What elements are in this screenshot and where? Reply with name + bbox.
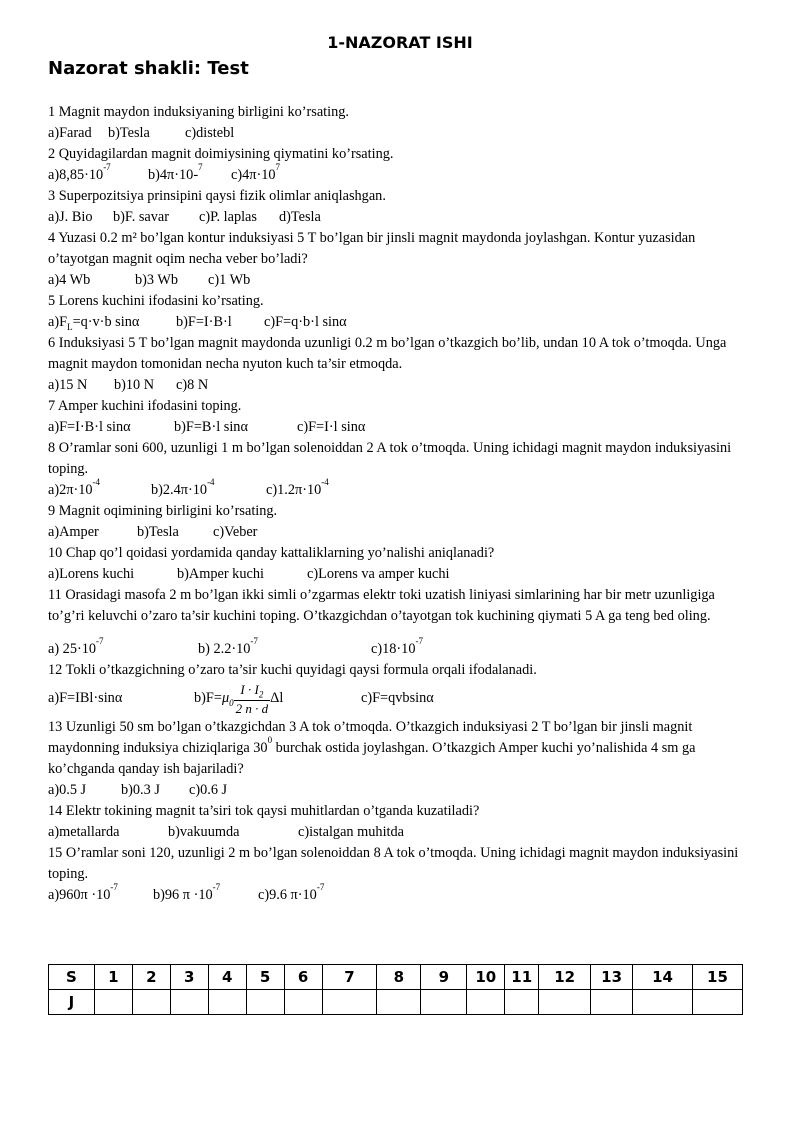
option-c: c)1 Wb: [208, 272, 251, 288]
question-4: 4 Yuzasi 0.2 m² bo’lgan kontur induksiyasi 5 T bo’lgan bir jinsli magnit maydonda joylashgan. Kontur yuzasidan o’tayotgan magnit oqim necha veber bo’ladi?: [48, 230, 696, 267]
answer-cell[interactable]: [208, 990, 246, 1015]
option-a: $a)F_L=q\cdot v\cdot b$ sinα: [48, 314, 140, 332]
option-a: $a)960\pi \cdot 10^{-7}$: [48, 882, 118, 903]
option-c: c)distebl: [185, 125, 235, 141]
option-b: b)Tesla: [137, 524, 179, 540]
option-b: b)96 $\pi \cdot 10^{-7}$: [153, 882, 221, 903]
option-b: b)0.3 J: [121, 782, 160, 798]
question-10: 10 Chap qo’l qoidasi yordamida qanday kattaliklarning yo’nalishi aniqlanadi?: [48, 545, 495, 561]
column-header: 9: [421, 965, 467, 990]
option-b: b)4π·10-$^7$: [148, 162, 203, 183]
answer-cell[interactable]: [377, 990, 421, 1015]
column-header: 10: [467, 965, 505, 990]
option-c: $c)1.2\pi\cdot 10^{-4}$: [266, 477, 329, 498]
option-c: c)Lorens va amper kuchi: [307, 566, 450, 582]
answer-cell[interactable]: [633, 990, 693, 1015]
option-a: a)metallarda: [48, 824, 120, 840]
question-12: 12 Tokli o’tkazgichning o’zaro ta’sir kuchi quyidagi qaysi formula orqali ifodalanadi.: [48, 662, 537, 678]
option-a: a)Lorens kuchi: [48, 566, 135, 582]
column-header: 8: [377, 965, 421, 990]
option-c: $c)18\cdot 10^{-7}$: [371, 636, 423, 657]
option-c: c)Veber: [213, 524, 258, 540]
option-b: b) $2.2\cdot 10^{-7}$: [198, 636, 258, 657]
answer-table-header-row: [49, 965, 743, 990]
question-6-options: [48, 375, 748, 396]
option-c: c)F=qvbsinα: [361, 690, 434, 706]
column-header: 4: [208, 965, 246, 990]
question-8: 8 O’ramlar soni 600, uzunligi 1 m bo’lgan solenoiddan 2 A tok o’tmoqda. Uning ichidagi magnit maydon induksiyasini toping.: [48, 440, 732, 477]
answer-cell[interactable]: [539, 990, 591, 1015]
answer-cell[interactable]: [94, 990, 132, 1015]
option-b: $b)2.4\pi\cdot 10^{-4}$: [151, 477, 215, 498]
option-c: c)F=q·b·l sinα: [264, 314, 347, 330]
column-header: 13: [591, 965, 633, 990]
question-15: 15 O’ramlar soni 120, uzunligi 2 m bo’lgan solenoiddan 8 A tok o’tmoqda. Uning ichidagi magnit maydon induksiyasini toping.: [48, 845, 739, 882]
option-b: b)10 N: [114, 377, 155, 393]
question-9-options: [48, 522, 748, 543]
question-7-options: [48, 417, 748, 438]
option-b: b)3 Wb: [135, 272, 179, 288]
option-c: $c)4\pi\cdot 10^7$: [231, 162, 281, 183]
column-header: 14: [633, 965, 693, 990]
column-header: 1: [94, 965, 132, 990]
question-7: 7 Amper kuchini ifodasini toping.: [48, 398, 242, 414]
page-title: 1-NAZORAT ISHI: [327, 33, 473, 52]
answer-cell[interactable]: [421, 990, 467, 1015]
option-c: c)istalgan muhitda: [298, 824, 405, 840]
column-header: 11: [505, 965, 539, 990]
option-a: a)Amper: [48, 524, 99, 540]
answer-cell[interactable]: [284, 990, 322, 1015]
answer-cell[interactable]: [505, 990, 539, 1015]
question-11: 11 Orasidagi masofa 2 m bo’lgan ikki simli o’zgarmas elektr toki uzatish liniyasi simlarining har bir metr uzunligiga to’g’ri keluvchi o’zaro ta’sir kuchini toping. O’tkazgichdan o’tayotgan tok kuchining qiymati 5 A ga teng bed oling.: [48, 587, 715, 624]
option-b: b)Tesla: [108, 125, 150, 141]
test-body: [48, 102, 748, 906]
option-a: a)15 N: [48, 377, 88, 393]
option-a: a)4 Wb: [48, 272, 91, 288]
option-d: d)Tesla: [279, 209, 321, 225]
answer-cell[interactable]: [246, 990, 284, 1015]
answer-cell[interactable]: [692, 990, 742, 1015]
row-label-j: J: [49, 990, 95, 1015]
question-1-options: [48, 123, 748, 144]
option-b: b)F=B·l sinα: [174, 419, 248, 435]
answer-cell[interactable]: [591, 990, 633, 1015]
question-12-options: [48, 681, 748, 717]
option-a: a)F=IBl·sinα: [48, 690, 123, 706]
question-6: 6 Induksiyasi 5 T bo’lgan magnit maydonda uzunligi 0.2 m bo’lgan o’tkazgich bo’lib, undan 10 A tok o’tmoqda. Unga magnit maydon tomonidan necha nyuton kuch ta’sir etmoqda.: [48, 335, 727, 372]
question-5: 5 Lorens kuchini ifodasini ko’rsating.: [48, 293, 264, 309]
question-5-options: [48, 312, 748, 333]
answer-cell[interactable]: [132, 990, 170, 1015]
question-13: 13 Uzunligi 50 sm bo’lgan o’tkazgichdan 3 A tok o’tmoqda. O’tkazgich induksiyasi 2 T bo’lgan bir jinsli magnit maydonning induksiya chiziqlariga $30^0$ burchak ostida joylashgan. O’tkazgich Amper kuchi yo’nalishida 4 sm ga ko’chganda qanday ish bajariladi?: [48, 719, 696, 777]
fraction: $\frac{I \cdot I_2}{2 n \cdot d}$: [235, 681, 269, 716]
question-15-options: [48, 882, 748, 906]
question-4-options: [48, 270, 748, 291]
option-a: $a)8,85\cdot 10^{-7}$: [48, 162, 111, 183]
option-b: b)F. savar: [113, 209, 170, 225]
option-c: c)8 N: [176, 377, 209, 393]
answer-table-answer-row: [49, 990, 743, 1015]
option-c: c)P. laplas: [199, 209, 257, 225]
row-label-s: S: [49, 965, 95, 990]
option-b: b)F=I·B·l: [176, 314, 232, 330]
question-1: 1 Magnit maydon induksiyaning birligini ko’rsating.: [48, 104, 350, 120]
question-9: 9 Magnit oqimining birligini ko’rsating.: [48, 503, 278, 519]
option-a: a)J. Bio: [48, 209, 93, 225]
column-header: 7: [322, 965, 377, 990]
answer-cell[interactable]: [467, 990, 505, 1015]
question-3-options: [48, 207, 748, 228]
answer-cell[interactable]: [322, 990, 377, 1015]
option-a: a) $25\cdot 10^{-7}$: [48, 636, 104, 657]
option-a: a)Farad: [48, 125, 92, 141]
option-a: $a)2\pi\cdot 10^{-4}$: [48, 477, 101, 498]
column-header: 3: [170, 965, 208, 990]
answer-cell[interactable]: [170, 990, 208, 1015]
question-14-options: [48, 822, 748, 843]
option-b: $b)F=\mu_0$ $\frac{I \cdot I_2}{2 n \cdot d}$ Δl: [194, 681, 284, 716]
option-c: c)0.6 J: [189, 782, 228, 798]
question-10-options: [48, 564, 748, 585]
option-c: c)9.6 $\pi\cdot 10^{-7}$: [258, 882, 325, 903]
question-2-options: [48, 162, 748, 186]
question-2: 2 Quyidagilardan magnit doimiysining qiymatini ko’rsating.: [48, 146, 394, 162]
page-subtitle: Nazorat shakli: Test: [48, 58, 249, 79]
question-14: 14 Elektr tokining magnit ta’siri tok qaysi muhitlardan o’tganda kuzatiladi?: [48, 803, 480, 819]
column-header: 15: [692, 965, 742, 990]
option-a: a)0.5 J: [48, 782, 87, 798]
question-8-options: [48, 477, 748, 501]
question-11-options: [48, 636, 748, 660]
column-header: 12: [539, 965, 591, 990]
column-header: 5: [246, 965, 284, 990]
option-b: b)Amper kuchi: [177, 566, 264, 582]
option-b: b)vakuumda: [168, 824, 240, 840]
question-3: 3 Superpozitsiya prinsipini qaysi fizik olimlar aniqlashgan.: [48, 188, 386, 204]
column-header: 6: [284, 965, 322, 990]
answer-table: [48, 964, 743, 1015]
option-a: a)F=I·B·l sinα: [48, 419, 131, 435]
question-13-options: [48, 780, 748, 801]
column-header: 2: [132, 965, 170, 990]
option-c: c)F=I·l sinα: [297, 419, 366, 435]
